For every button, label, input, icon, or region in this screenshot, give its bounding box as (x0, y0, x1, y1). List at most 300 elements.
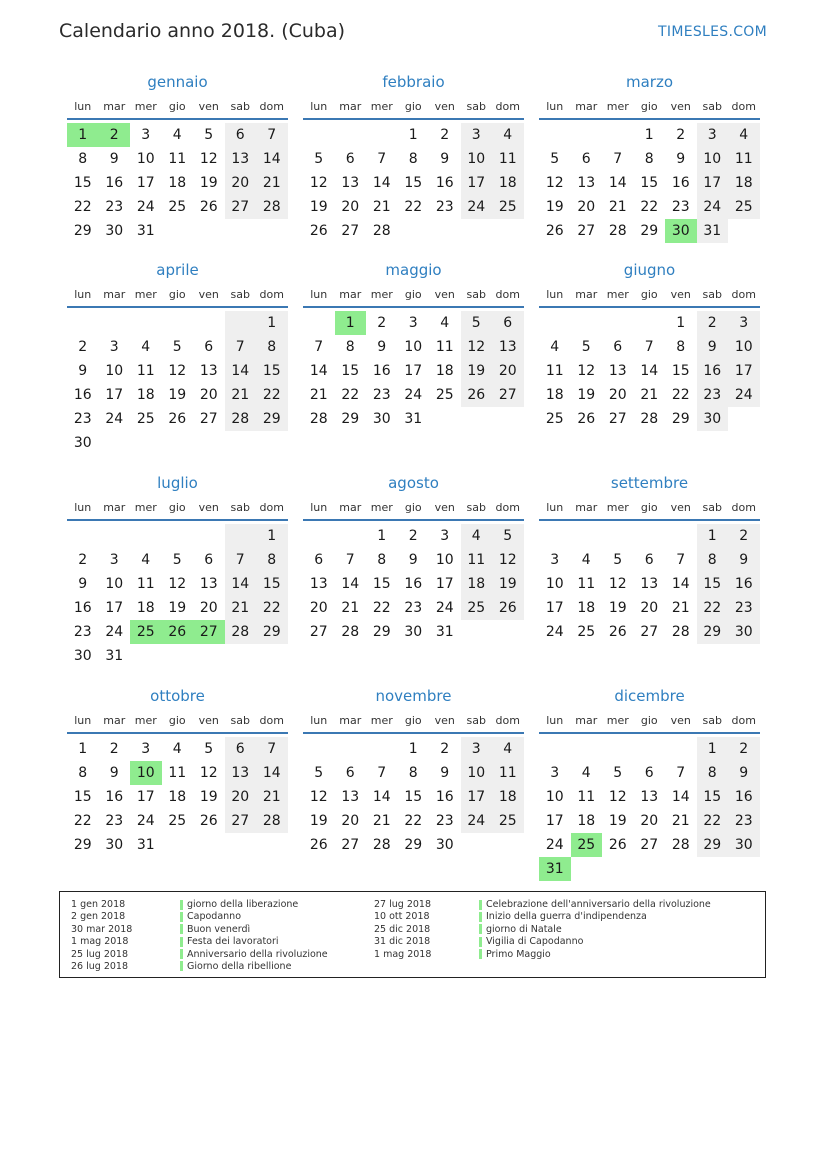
weekday-label: sab (230, 713, 250, 727)
day-cell: 3 (109, 339, 119, 355)
day-cell: 6 (581, 151, 591, 167)
day-cell: 27 (199, 411, 218, 427)
holiday-marker-icon (479, 937, 482, 947)
day-cell: 23 (105, 199, 124, 215)
day-cell: 3 (141, 127, 151, 143)
day-cell: 18 (168, 175, 187, 191)
day-cell: 18 (545, 387, 564, 403)
weekday-label: mer (370, 713, 393, 727)
days-grid (303, 521, 524, 645)
month-agosto (303, 471, 524, 645)
weekday-label: sab (702, 500, 722, 514)
day-cell: 21 (341, 600, 360, 616)
day-cell: 17 (105, 387, 124, 403)
day-cell: 19 (545, 199, 564, 215)
day-cell: 3 (461, 737, 493, 761)
legend-date: 30 mar 2018 (71, 923, 133, 935)
day-cell: 21 (372, 199, 391, 215)
day-cell: 16 (728, 572, 760, 596)
weekday-label: dom (731, 713, 756, 727)
day-cell: 8 (256, 548, 288, 572)
day-cell: 25 (728, 195, 760, 219)
day-cell: 23 (671, 199, 690, 215)
day-cell: 25 (545, 411, 564, 427)
day-cell: 16 (728, 785, 760, 809)
day-cell: 12 (309, 789, 328, 805)
legend-holiday (479, 911, 711, 923)
day-cell: 16 (671, 175, 690, 191)
weekday-label: ven (198, 500, 219, 514)
weekday-label: mer (134, 99, 157, 113)
days-grid (539, 521, 760, 645)
weekday-label: lun (74, 99, 92, 113)
day-cell: 30 (728, 833, 760, 857)
day-cell: 26 (168, 411, 187, 427)
day-cell: 10 (404, 339, 423, 355)
day-cell: 8 (377, 552, 387, 568)
day-cell: 4 (581, 552, 591, 568)
day-cell: 29 (697, 620, 729, 644)
day-cell: 9 (408, 552, 418, 568)
day-cell: 5 (204, 127, 214, 143)
day-cell: 3 (550, 765, 560, 781)
holiday-marker-icon (180, 961, 183, 971)
legend-date: 10 ott 2018 (374, 911, 430, 923)
day-cell: 16 (372, 363, 391, 379)
day-cell: 19 (199, 175, 218, 191)
day-cell: 14 (309, 363, 328, 379)
day-cell: 28 (372, 223, 391, 239)
weekday-label: gio (640, 99, 658, 113)
weekday-label: sab (702, 713, 722, 727)
day-cell: 23 (105, 813, 124, 829)
day-cell: 28 (372, 837, 391, 853)
weekday-label: mar (339, 99, 362, 113)
day-cell: 9 (109, 765, 119, 781)
day-cell: 27 (341, 837, 360, 853)
days-grid (303, 120, 524, 244)
day-cell: 7 (256, 123, 288, 147)
day-cell: 3 (697, 123, 729, 147)
weekday-label: sab (702, 99, 722, 113)
weekday-label: mar (339, 287, 362, 301)
weekday-label: gio (168, 99, 186, 113)
day-cell: 7 (225, 548, 257, 572)
day-cell: 10 (461, 147, 493, 171)
weekday-label: mar (575, 99, 598, 113)
day-cell: 22 (256, 596, 288, 620)
day-cell: 27 (225, 809, 257, 833)
day-cell: 23 (697, 383, 729, 407)
weekday-label: mar (575, 500, 598, 514)
day-cell: 12 (461, 335, 493, 359)
day-cell: 9 (377, 339, 387, 355)
day-cell: 11 (435, 339, 454, 355)
day-cell: 4 (550, 339, 560, 355)
legend-dates-right (374, 899, 431, 961)
day-cell: 7 (256, 737, 288, 761)
day-cell: 8 (408, 151, 418, 167)
holiday-marker-icon (479, 949, 482, 959)
legend-holiday-name: giorno della liberazione (187, 899, 299, 910)
day-cell: 29 (256, 620, 288, 644)
page-title: Calendario anno 2018. (Cuba) (59, 20, 346, 42)
day-cell: 28 (341, 624, 360, 640)
weekday-label: sab (466, 287, 486, 301)
day-cell: 12 (309, 175, 328, 191)
weekday-label: lun (310, 500, 328, 514)
day-cell: 13 (492, 335, 524, 359)
day-cell: 20 (577, 199, 596, 215)
day-cell: 18 (492, 785, 524, 809)
day-cell: 24 (136, 813, 155, 829)
day-cell: 12 (168, 363, 187, 379)
day-cell: 25 (168, 199, 187, 215)
day-cell: 20 (225, 171, 257, 195)
weekday-label: lun (310, 713, 328, 727)
day-cell: 1 (256, 524, 288, 548)
day-cell: 10 (728, 335, 760, 359)
day-cell: 23 (73, 624, 92, 640)
holiday-day-cell: 1 (335, 311, 367, 335)
day-cell: 13 (199, 576, 218, 592)
weekday-label: gio (404, 713, 422, 727)
day-cell: 13 (640, 576, 659, 592)
day-cell: 6 (225, 737, 257, 761)
day-cell: 4 (492, 123, 524, 147)
holiday-day-cell: 10 (130, 761, 162, 785)
day-cell: 30 (105, 837, 124, 853)
day-cell: 19 (608, 600, 627, 616)
weekday-label: gio (404, 500, 422, 514)
day-cell: 18 (461, 572, 493, 596)
weekday-label: ven (198, 713, 219, 727)
weekday-label: ven (670, 287, 691, 301)
days-grid (67, 734, 288, 858)
day-cell: 19 (577, 387, 596, 403)
weekday-label: lun (546, 99, 564, 113)
days-grid (67, 521, 288, 669)
day-cell: 19 (168, 387, 187, 403)
weekday-label: dom (259, 287, 284, 301)
day-cell: 13 (640, 789, 659, 805)
day-cell: 31 (435, 624, 454, 640)
day-cell: 30 (697, 407, 729, 431)
weekday-header (67, 94, 288, 120)
weekday-label: gio (168, 287, 186, 301)
weekday-label: mer (606, 99, 629, 113)
day-cell: 7 (225, 335, 257, 359)
day-cell: 11 (545, 363, 564, 379)
weekday-label: sab (466, 500, 486, 514)
day-cell: 12 (608, 576, 627, 592)
day-cell: 5 (172, 552, 182, 568)
legend-holiday-name: Festa dei lavoratori (187, 936, 279, 948)
day-cell: 4 (581, 765, 591, 781)
day-cell: 4 (172, 741, 182, 757)
weekday-label: lun (310, 287, 328, 301)
day-cell: 26 (577, 411, 596, 427)
day-cell: 17 (435, 576, 454, 592)
month-novembre (303, 684, 524, 858)
day-cell: 21 (225, 596, 257, 620)
legend-date: 25 dic 2018 (374, 923, 431, 935)
day-cell: 3 (550, 552, 560, 568)
days-grid (539, 120, 760, 244)
day-cell: 29 (73, 837, 92, 853)
day-cell: 28 (225, 620, 257, 644)
weekday-header (539, 282, 760, 308)
day-cell: 5 (550, 151, 560, 167)
day-cell: 23 (372, 387, 391, 403)
day-cell: 26 (309, 837, 328, 853)
day-cell: 9 (440, 765, 450, 781)
day-cell: 6 (225, 123, 257, 147)
day-cell: 26 (492, 596, 524, 620)
day-cell: 17 (461, 785, 493, 809)
day-cell: 27 (492, 383, 524, 407)
legend-holiday-name: Inizio della guerra d'indipendenza (486, 911, 647, 923)
day-cell: 14 (225, 572, 257, 596)
day-cell: 24 (461, 195, 493, 219)
weekday-header (67, 495, 288, 521)
weekday-label: ven (670, 713, 691, 727)
legend-date: 31 dic 2018 (374, 936, 431, 948)
day-cell: 9 (676, 151, 686, 167)
legend-date: 1 mag 2018 (374, 948, 432, 960)
weekday-label: lun (546, 713, 564, 727)
day-cell: 5 (492, 524, 524, 548)
month-maggio (303, 258, 524, 432)
day-cell: 15 (256, 572, 288, 596)
day-cell: 2 (697, 311, 729, 335)
day-cell: 4 (172, 127, 182, 143)
weekday-label: mer (606, 287, 629, 301)
day-cell: 13 (341, 175, 360, 191)
day-cell: 11 (492, 761, 524, 785)
day-cell: 13 (225, 761, 257, 785)
day-cell: 5 (581, 339, 591, 355)
weekday-label: mar (103, 713, 126, 727)
day-cell: 13 (341, 789, 360, 805)
day-cell: 16 (697, 359, 729, 383)
day-cell: 17 (728, 359, 760, 383)
day-cell: 2 (408, 528, 418, 544)
day-cell: 5 (613, 765, 623, 781)
day-cell: 11 (492, 147, 524, 171)
weekday-label: ven (434, 287, 455, 301)
day-cell: 20 (199, 600, 218, 616)
day-cell: 9 (78, 363, 88, 379)
day-cell: 9 (78, 576, 88, 592)
day-cell: 23 (435, 199, 454, 215)
legend-holiday-name: Primo Maggio (486, 948, 551, 960)
day-cell: 6 (345, 151, 355, 167)
day-cell: 1 (408, 127, 418, 143)
weekday-label: mar (103, 500, 126, 514)
holiday-marker-icon (479, 924, 482, 934)
weekday-label: lun (74, 713, 92, 727)
day-cell: 5 (314, 151, 324, 167)
day-cell: 8 (78, 765, 88, 781)
day-cell: 30 (372, 411, 391, 427)
day-cell: 4 (492, 737, 524, 761)
month-marzo (539, 70, 760, 244)
day-cell: 27 (640, 837, 659, 853)
holiday-marker-icon (180, 912, 183, 922)
weekday-label: gio (640, 713, 658, 727)
day-cell: 12 (545, 175, 564, 191)
day-cell: 15 (697, 572, 729, 596)
month-name: luglio (157, 474, 198, 492)
month-febbraio (303, 70, 524, 244)
legend-holiday (180, 961, 328, 973)
day-cell: 3 (461, 123, 493, 147)
legend-date: 1 gen 2018 (71, 899, 126, 910)
day-cell: 18 (136, 600, 155, 616)
day-cell: 29 (404, 837, 423, 853)
day-cell: 15 (697, 785, 729, 809)
day-cell: 28 (671, 837, 690, 853)
weekday-header (67, 708, 288, 734)
day-cell: 11 (168, 151, 187, 167)
day-cell: 6 (644, 552, 654, 568)
weekday-label: mer (134, 500, 157, 514)
day-cell: 23 (435, 813, 454, 829)
day-cell: 11 (461, 548, 493, 572)
weekday-label: sab (230, 287, 250, 301)
day-cell: 15 (404, 175, 423, 191)
day-cell: 24 (136, 199, 155, 215)
day-cell: 24 (404, 387, 423, 403)
day-cell: 10 (545, 576, 564, 592)
holiday-day-cell: 27 (193, 620, 225, 644)
brand-link[interactable]: TIMESLES.COM (658, 24, 767, 40)
legend-holiday-name: giorno di Natale (486, 923, 562, 935)
weekday-label: gio (168, 500, 186, 514)
weekday-label: ven (434, 99, 455, 113)
day-cell: 11 (136, 363, 155, 379)
day-cell: 10 (105, 576, 124, 592)
legend-date: 25 lug 2018 (71, 948, 128, 960)
day-cell: 30 (73, 435, 92, 451)
day-cell: 28 (256, 809, 288, 833)
day-cell: 9 (697, 335, 729, 359)
weekday-label: ven (434, 500, 455, 514)
day-cell: 19 (492, 572, 524, 596)
day-cell: 10 (136, 151, 155, 167)
weekday-label: lun (546, 500, 564, 514)
day-cell: 16 (105, 789, 124, 805)
weekday-label: dom (731, 287, 756, 301)
weekday-label: mer (134, 713, 157, 727)
day-cell: 8 (644, 151, 654, 167)
day-cell: 8 (256, 335, 288, 359)
day-cell: 6 (204, 339, 214, 355)
weekday-label: dom (495, 99, 520, 113)
day-cell: 11 (728, 147, 760, 171)
day-cell: 17 (697, 171, 729, 195)
day-cell: 21 (671, 600, 690, 616)
legend-holiday (479, 924, 711, 936)
month-name: marzo (625, 73, 674, 91)
weekday-label: mer (370, 99, 393, 113)
day-cell: 25 (492, 809, 524, 833)
weekday-label: mer (134, 287, 157, 301)
month-name: agosto (388, 474, 439, 492)
day-cell: 16 (435, 789, 454, 805)
month-name: giugno (623, 261, 676, 279)
holiday-marker-icon (479, 912, 482, 922)
weekday-header (303, 708, 524, 734)
day-cell: 6 (492, 311, 524, 335)
holiday-marker-icon (180, 900, 183, 910)
day-cell: 25 (461, 596, 493, 620)
day-cell: 2 (78, 552, 88, 568)
day-cell: 8 (697, 548, 729, 572)
day-cell: 21 (256, 171, 288, 195)
weekday-label: mar (339, 713, 362, 727)
day-cell: 22 (372, 600, 391, 616)
day-cell: 19 (168, 600, 187, 616)
day-cell: 1 (78, 741, 88, 757)
day-cell: 20 (199, 387, 218, 403)
day-cell: 29 (697, 833, 729, 857)
day-cell: 15 (640, 175, 659, 191)
month-ottobre (67, 684, 288, 858)
day-cell: 22 (73, 813, 92, 829)
day-cell: 23 (728, 596, 760, 620)
weekday-label: dom (495, 713, 520, 727)
day-cell: 16 (105, 175, 124, 191)
day-cell: 30 (73, 648, 92, 664)
days-grid (67, 308, 288, 456)
day-cell: 26 (545, 223, 564, 239)
weekday-label: gio (404, 287, 422, 301)
weekday-label: mar (575, 287, 598, 301)
weekday-label: dom (495, 287, 520, 301)
day-cell: 24 (105, 624, 124, 640)
day-cell: 29 (341, 411, 360, 427)
day-cell: 19 (309, 199, 328, 215)
holiday-day-cell: 25 (571, 833, 603, 857)
month-name: ottobre (150, 687, 205, 705)
weekday-label: mer (606, 713, 629, 727)
day-cell: 17 (404, 363, 423, 379)
legend-holiday-name: Anniversario della rivoluzione (187, 948, 328, 960)
day-cell: 14 (256, 147, 288, 171)
weekday-label: mer (606, 500, 629, 514)
day-cell: 22 (73, 199, 92, 215)
day-cell: 1 (644, 127, 654, 143)
day-cell: 6 (345, 765, 355, 781)
day-cell: 30 (105, 223, 124, 239)
day-cell: 14 (671, 789, 690, 805)
day-cell: 2 (440, 741, 450, 757)
legend-holiday-name: Capodanno (187, 911, 242, 923)
day-cell: 23 (728, 809, 760, 833)
day-cell: 12 (168, 576, 187, 592)
day-cell: 24 (435, 600, 454, 616)
weekday-label: mar (103, 287, 126, 301)
day-cell: 2 (440, 127, 450, 143)
day-cell: 21 (640, 387, 659, 403)
day-cell: 18 (168, 789, 187, 805)
day-cell: 22 (256, 383, 288, 407)
day-cell: 14 (225, 359, 257, 383)
days-grid (67, 120, 288, 244)
day-cell: 24 (728, 383, 760, 407)
